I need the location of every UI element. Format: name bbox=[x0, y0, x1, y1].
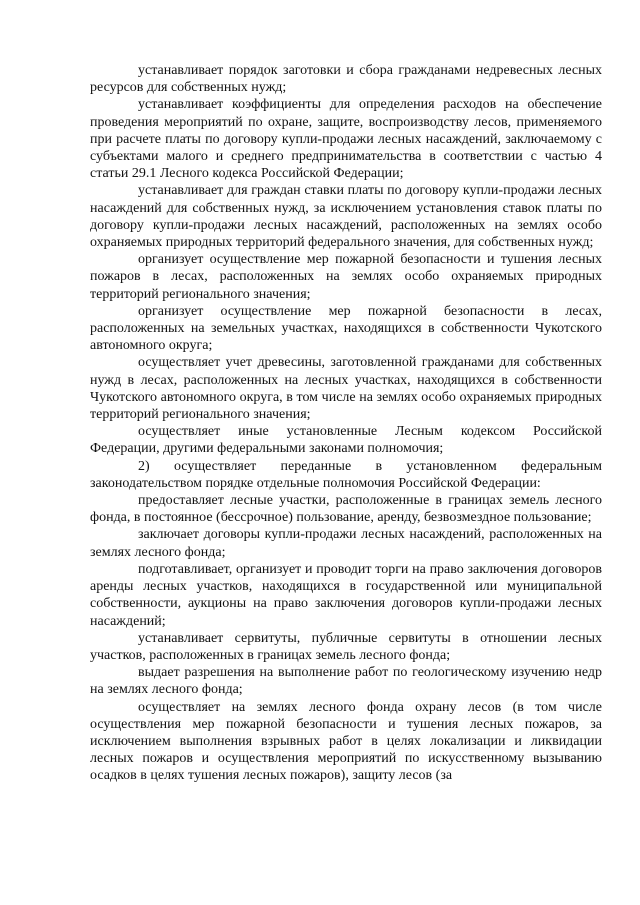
paragraph-11: подготавливает, организует и проводит торги на право заключения договоров аренды лесных участков, находящихся в государственной или муниципальной собственности, аукционы на право заключения договоров купли-продажи лесных насаждений; bbox=[90, 561, 602, 629]
paragraph-1: устанавливает порядок заготовки и сбора гражданами недревесных лесных ресурсов для собственных нужд; bbox=[90, 63, 602, 96]
paragraph-12: устанавливает сервитуты, публичные сервитуты в отношении лесных участков, расположенных в границах земель лесного фонда; bbox=[90, 630, 602, 663]
paragraph-5: организует осуществление мер пожарной безопасности в лесах, расположенных на земельных участках, находящихся в собственности Чукотского автономного округа; bbox=[90, 303, 602, 354]
paragraph-9: предоставляет лесные участки, расположенные в границах земель лесного фонда, в постоянное (бессрочное) пользование, аренду, безвозмездное пользование; bbox=[90, 493, 602, 526]
paragraph-7: осуществляет иные установленные Лесным кодексом Российской Федерации, другими федеральными законами полномочия; bbox=[90, 424, 602, 457]
paragraph-13: выдает разрешения на выполнение работ по геологическому изучению недр на землях лесного фонда; bbox=[90, 665, 602, 698]
paragraph-4: организует осуществление мер пожарной безопасности и тушения лесных пожаров в лесах, расположенных на землях особо охраняемых природных территорий регионального значения; bbox=[90, 252, 602, 302]
paragraph-6: осуществляет учет древесины, заготовленной гражданами для собственных нужд в лесах, расположенных на лесных участках, находящихся в собственности Чукотского автономного округа, в том числе на землях особо охраняемых природных территорий регионального значения; bbox=[90, 355, 602, 423]
document-body bbox=[90, 62, 602, 785]
paragraph-14: осуществляет на землях лесного фонда охрану лесов (в том числе осуществления мер пожарной безопасности и тушения лесных пожаров, за исключением выполнения взрывных работ в целях локализации и ликвидации лесных пожаров и осуществления мероприятий по искусственному вызыванию осадков в целях тушения лесных пожаров), защиту лесов (за bbox=[90, 699, 602, 784]
paragraph-3: устанавливает для граждан ставки платы по договору купли-продажи лесных насаждений для собственных нужд, за исключением установления ставок платы по договору купли-продажи лесных насаждений, расположенных на землях особо охраняемых природных территорий федерального значения, для собственных нужд; bbox=[90, 183, 602, 251]
paragraph-10: заключает договоры купли-продажи лесных насаждений, расположенных на землях лесного фонда; bbox=[90, 527, 602, 560]
paragraph-8: 2) осуществляет переданные в установленном федеральным законодательством порядке отдельные полномочия Российской Федерации: bbox=[90, 458, 602, 491]
paragraph-2: устанавливает коэффициенты для определения расходов на обеспечение проведения мероприятий по охране, защите, воспроизводству лесов, применяемого при расчете платы по договору купли-продажи лесных насаждений, заключаемому с субъектами малого и среднего предпринимательства в соответствии с частью 4 статьи 29.1 Лесного кодекса Российской Федерации; bbox=[90, 97, 602, 182]
